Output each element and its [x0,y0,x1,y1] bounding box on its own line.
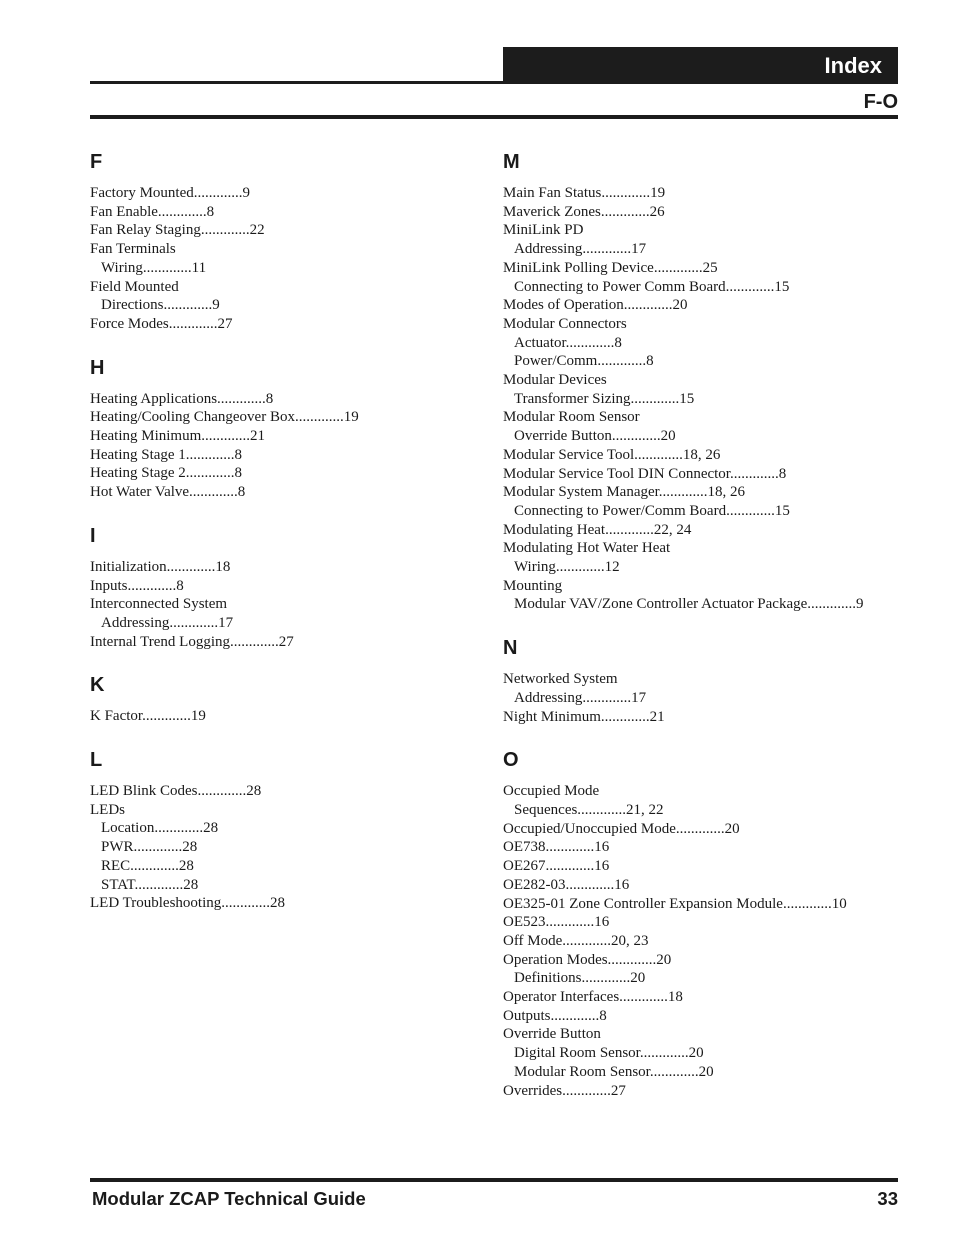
index-entry-list [90,782,480,913]
index-subentry: Digital Room Sensor.............20 [514,1045,704,1062]
index-entry: Modular Service Tool DIN Connector.............8 [503,465,787,482]
index-entry: OE282-03.............16 [503,876,630,893]
index-entry: Modular Devices [503,372,607,389]
page-number: 33 [877,1188,898,1209]
index-entry: Modes of Operation.............20 [503,297,688,314]
index-entry: Inputs.............8 [90,577,184,594]
index-subentry: Modular VAV/Zone Controller Actuator Package.............9 [514,596,864,613]
section-letter: N [503,637,518,660]
section-letter: I [90,524,96,547]
section-letter: L [90,749,103,772]
index-entry: MiniLink PD [503,222,584,239]
index-subentry: Wiring.............12 [514,559,620,576]
index-entry: LED Troubleshooting.............28 [90,895,286,912]
index-entry-list [90,707,480,726]
index-column-left [90,150,480,935]
index-entry: Hot Water Valve.............8 [90,484,246,501]
index-subentry: Power/Comm.............8 [514,353,654,370]
index-entry: Modulating Hot Water Heat [503,540,671,557]
index-entry-list [90,390,480,502]
index-entry: Internal Trend Logging.............27 [90,633,294,650]
index-entry: Night Minimum.............21 [503,708,665,725]
index-entry: Fan Terminals [90,241,176,258]
index-entry: Occupied Mode [503,783,600,800]
index-entry: Off Mode.............20, 23 [503,932,649,949]
index-section [503,150,903,614]
index-entry: Interconnected System [90,596,228,613]
index-section [90,150,480,334]
index-entry: Heating Applications.............8 [90,390,274,407]
index-entry: Outputs.............8 [503,1007,607,1024]
index-entry-list [503,670,903,726]
index-entry: Modular Service Tool.............18, 26 [503,446,721,463]
index-subentry: Override Button.............20 [514,428,676,445]
section-letter: K [90,674,105,697]
header-rule-thick [90,115,898,119]
index-entry: Heating Minimum.............21 [90,428,265,445]
section-letter: M [503,151,520,173]
index-entry: OE325-01 Zone Controller Expansion Module.............10 [503,895,847,912]
index-subentry: Transformer Sizing.............15 [514,390,695,407]
index-column-right [503,150,903,1122]
index-entry: K Factor.............19 [90,708,206,725]
index-subentry: Addressing.............17 [101,614,234,631]
index-subentry: Modular Room Sensor.............20 [514,1063,714,1080]
index-entry: Overrides.............27 [503,1082,626,1099]
index-entry-list [90,558,480,652]
index-subentry: PWR.............28 [101,839,198,856]
index-entry: Main Fan Status.............19 [503,185,666,201]
index-entry: Field Mounted [90,278,179,295]
index-header-tab [503,47,898,83]
index-section [90,524,480,652]
index-subentry: Definitions.............20 [514,970,646,987]
index-entry-list [503,782,903,1100]
index-entry: Occupied/Unoccupied Mode.............20 [503,820,740,837]
index-section [90,356,480,502]
footer-guide-title: Modular ZCAP Technical Guide [92,1188,366,1209]
index-entry: Override Button [503,1026,601,1043]
footer-rule [90,1178,898,1182]
index-entry-list [503,184,903,614]
index-entry: Factory Mounted.............9 [90,185,250,201]
index-entry: Networked System [503,671,618,688]
index-entry: Maverick Zones.............26 [503,203,665,220]
index-subentry: Addressing.............17 [514,689,647,706]
index-entry: Heating Stage 1.............8 [90,446,243,463]
index-subentry: Wiring.............11 [101,259,207,276]
index-entry: Operation Modes.............20 [503,951,672,968]
index-entry: Mounting [503,577,563,594]
index-entry: Fan Enable.............8 [90,203,215,220]
section-letter: O [503,749,519,772]
index-section [90,673,480,726]
index-range: F-O [863,91,898,113]
index-entry: Initialization.............18 [90,558,231,575]
index-entry-list [90,184,480,334]
index-section [503,636,903,726]
index-subentry: Location.............28 [101,820,219,837]
section-letter: H [90,356,105,379]
index-entry: Heating/Cooling Changeover Box.............19 [90,409,359,426]
index-subentry: Sequences.............21, 22 [514,801,664,818]
index-entry: OE267.............16 [503,858,610,875]
index-entry: Heating Stage 2.............8 [90,465,243,482]
index-entry: Modular Room Sensor [503,409,640,426]
index-entry: LED Blink Codes.............28 [90,783,262,800]
index-subentry: Directions.............9 [101,297,220,314]
index-subentry: Connecting to Power/Comm Board.............15 [514,502,790,519]
index-entry: OE523.............16 [503,914,610,931]
index-entry: Modulating Heat.............22, 24 [503,521,692,538]
index-subentry: Addressing.............17 [514,241,647,258]
index-entry: Operator Interfaces.............18 [503,989,683,1006]
section-letter: F [90,151,103,173]
header-rule [90,81,898,84]
index-subentry: Actuator.............8 [514,334,622,351]
index-subentry: STAT.............28 [101,876,199,893]
index-title: Index [824,53,882,78]
index-entry: Force Modes.............27 [90,315,233,332]
index-subentry: REC.............28 [101,857,194,874]
index-section [90,748,480,913]
index-entry: Modular System Manager.............18, 26 [503,484,746,501]
index-entry: OE738.............16 [503,839,610,856]
index-entry: MiniLink Polling Device.............25 [503,259,718,276]
index-entry: Fan Relay Staging.............22 [90,222,265,239]
index-entry: Modular Connectors [503,315,627,332]
index-entry: LEDs [90,801,125,818]
index-subentry: Connecting to Power Comm Board.............15 [514,278,790,295]
index-section [503,748,903,1100]
